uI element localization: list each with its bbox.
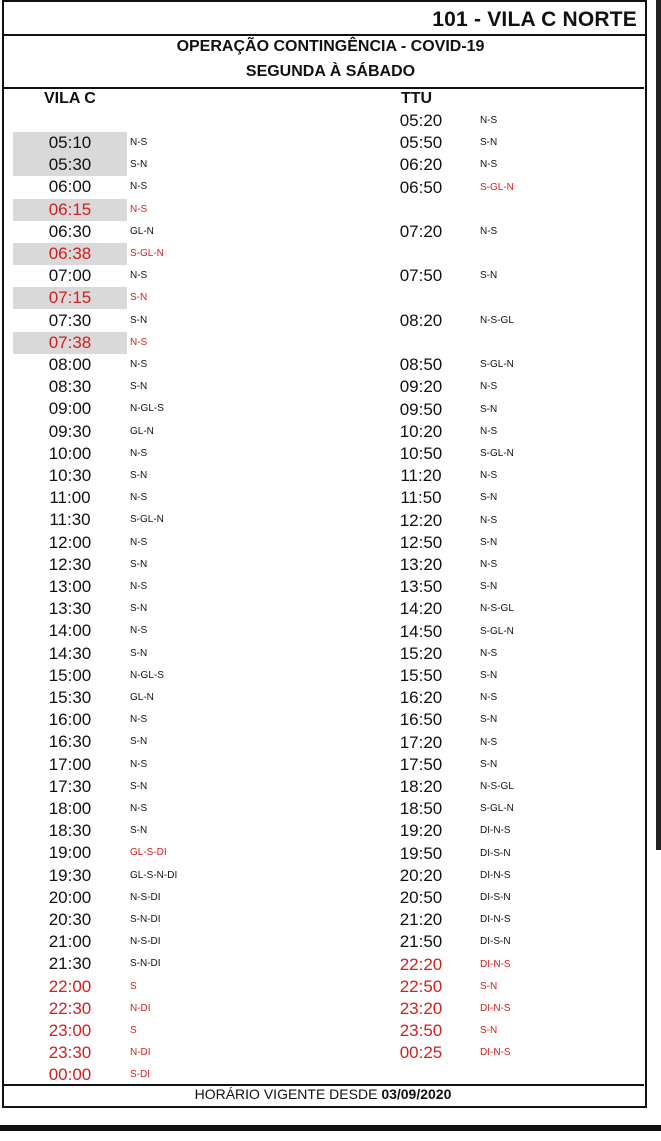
route-variant-code: S-N bbox=[480, 758, 498, 770]
departure-time: 06:15 bbox=[13, 199, 127, 221]
departure-time: 15:20 bbox=[399, 643, 443, 663]
departure-time: 11:20 bbox=[400, 466, 442, 486]
route-variant-code: N-S-DI bbox=[130, 936, 161, 948]
route-variant-code: S-N bbox=[480, 492, 498, 504]
departure-time: 17:50 bbox=[399, 754, 443, 774]
departure-time: 18:00 bbox=[48, 799, 92, 818]
departure-time: 18:30 bbox=[48, 821, 92, 841]
route-variant-code: N-S bbox=[480, 514, 498, 526]
departure-time: 18:50 bbox=[399, 799, 443, 819]
route-variant-code: N-S bbox=[480, 115, 498, 126]
departure-time: 15:00 bbox=[48, 665, 92, 685]
departure-time: 19:50 bbox=[399, 843, 443, 863]
route-variant-code: N-S bbox=[130, 203, 148, 215]
departure-time: 07:00 bbox=[48, 266, 92, 286]
route-variant-code: S-N-DI bbox=[130, 914, 161, 925]
days-subtitle: SEGUNDA À SÁBADO bbox=[245, 63, 416, 80]
departure-time: 13:00 bbox=[48, 577, 92, 596]
route-variant-code: GL-N bbox=[130, 225, 154, 237]
departure-time: 12:50 bbox=[399, 532, 443, 552]
route-variant-code: N-S bbox=[130, 758, 148, 770]
route-variant-code: S-N bbox=[130, 825, 148, 837]
departure-time: 05:50 bbox=[399, 133, 443, 153]
departure-time: 07:30 bbox=[48, 310, 92, 330]
route-variant-code: S-N bbox=[480, 137, 498, 149]
departure-time: 17:00 bbox=[48, 754, 92, 774]
departure-time: 18:20 bbox=[399, 777, 443, 796]
departure-time: 09:00 bbox=[48, 399, 92, 419]
departure-time: 15:30 bbox=[48, 688, 92, 707]
departure-time: 16:30 bbox=[48, 732, 92, 752]
departure-time: 23:00 bbox=[48, 1021, 92, 1040]
route-variant-code: N-S bbox=[130, 270, 148, 282]
departure-time: 06:00 bbox=[48, 177, 92, 197]
departure-time: 21:20 bbox=[399, 910, 443, 930]
departure-time: 19:30 bbox=[48, 865, 92, 885]
departure-time: 05:10 bbox=[13, 132, 127, 154]
header-divider bbox=[2, 87, 644, 89]
departure-time: 17:20 bbox=[399, 732, 443, 752]
route-variant-code: DI-S-N bbox=[480, 847, 511, 859]
route-variant-code: N-S bbox=[130, 536, 148, 548]
departure-time: 06:38 bbox=[13, 243, 127, 265]
route-variant-code: N-S-DI bbox=[130, 891, 161, 903]
route-variant-code: S-N bbox=[480, 980, 498, 992]
bottom-edge bbox=[0, 1125, 661, 1131]
footer-note bbox=[2, 1086, 644, 1102]
route-variant-code: N-GL-S bbox=[130, 403, 164, 415]
route-variant-code: N-S-GL bbox=[480, 603, 514, 615]
route-variant-code: GL-S-DI bbox=[130, 847, 167, 859]
departure-time: 16:50 bbox=[399, 710, 443, 730]
route-variant-code: S-N bbox=[480, 536, 498, 548]
departure-time: 10:20 bbox=[399, 421, 443, 441]
route-variant-code: S-N bbox=[130, 314, 148, 326]
route-variant-code: DI-N-S bbox=[480, 914, 511, 926]
route-variant-code: N-S bbox=[130, 581, 148, 592]
left-column-header: VILA C bbox=[44, 90, 96, 107]
route-variant-code: S-N bbox=[480, 270, 498, 282]
departure-time: 22:20 bbox=[399, 954, 443, 974]
departure-time: 06:50 bbox=[399, 177, 443, 197]
route-variant-code: S-N bbox=[480, 714, 498, 726]
right-column-header: TTU bbox=[401, 90, 433, 107]
departure-time: 11:50 bbox=[400, 488, 442, 508]
departure-time: 19:00 bbox=[48, 843, 92, 863]
departure-time: 20:20 bbox=[399, 865, 443, 885]
departure-time: 14:30 bbox=[48, 643, 92, 663]
departure-time: 14:00 bbox=[48, 621, 92, 641]
route-variant-code: S-N bbox=[480, 670, 498, 681]
route-variant-code: N-S bbox=[130, 137, 148, 148]
departure-time: 14:20 bbox=[399, 599, 443, 619]
departure-time: 09:20 bbox=[399, 377, 443, 397]
departure-time: 06:30 bbox=[48, 221, 92, 241]
route-variant-code: S-GL-N bbox=[480, 181, 514, 193]
route-variant-code: N-S bbox=[130, 492, 148, 504]
departure-time: 23:50 bbox=[399, 1021, 443, 1041]
departure-time: 05:30 bbox=[13, 154, 127, 176]
departure-time: 21:50 bbox=[399, 932, 443, 952]
departure-time: 21:30 bbox=[48, 954, 92, 974]
departure-time: 13:30 bbox=[48, 599, 92, 619]
route-variant-code: N-S bbox=[130, 625, 148, 637]
route-variant-code: DI-N-S bbox=[480, 1047, 511, 1059]
route-variant-code: S-GL-N bbox=[480, 625, 514, 637]
route-title: 101 - VILA C NORTE bbox=[432, 8, 637, 31]
route-variant-code: N-S bbox=[130, 336, 148, 348]
route-variant-code: S-N bbox=[130, 381, 148, 393]
route-variant-code: N-S-GL bbox=[480, 314, 514, 326]
route-variant-code: S-DI bbox=[130, 1069, 150, 1081]
footer-date: 03/09/2020 bbox=[381, 1086, 452, 1102]
route-variant-code: N-S bbox=[480, 159, 498, 171]
departure-time: 22:50 bbox=[399, 976, 443, 996]
departure-time: 10:00 bbox=[48, 443, 92, 463]
route-variant-code: S-GL-N bbox=[130, 514, 164, 526]
route-variant-code: GL-N bbox=[130, 425, 154, 437]
departure-time: 16:20 bbox=[399, 688, 443, 708]
departure-time: 08:30 bbox=[48, 377, 92, 397]
departure-time: 21:00 bbox=[48, 932, 92, 952]
departure-time: 00:00 bbox=[48, 1065, 92, 1085]
departure-time: 06:20 bbox=[399, 155, 443, 175]
departure-time: 13:50 bbox=[399, 577, 443, 597]
route-variant-code: S bbox=[130, 1025, 137, 1036]
route-variant-code: S-GL-N bbox=[480, 359, 514, 371]
departure-time: 16:00 bbox=[48, 710, 92, 730]
route-variant-code: S-N bbox=[130, 647, 148, 659]
route-variant-code: N-S bbox=[480, 647, 498, 659]
departure-time: 10:30 bbox=[48, 466, 92, 485]
departure-time: 00:25 bbox=[399, 1043, 443, 1063]
route-variant-code: S-N bbox=[480, 1025, 498, 1037]
route-variant-code: N-S bbox=[480, 692, 498, 704]
route-variant-code: N-S bbox=[130, 181, 148, 193]
route-variant-code: N-S bbox=[480, 381, 498, 393]
route-variant-code: S-N bbox=[130, 159, 148, 171]
route-variant-code: N-S bbox=[480, 559, 498, 570]
departure-time: 12:20 bbox=[399, 510, 443, 530]
route-variant-code: S-GL-N bbox=[480, 448, 514, 459]
route-variant-code: DI-N-S bbox=[480, 869, 511, 881]
departure-time: 07:50 bbox=[399, 266, 443, 286]
departure-time: 12:30 bbox=[48, 554, 92, 574]
operation-subtitle: OPERAÇÃO CONTINGÊNCIA - COVID-19 bbox=[176, 38, 485, 55]
departure-time: 09:30 bbox=[48, 421, 92, 441]
route-variant-code: S-N-DI bbox=[130, 958, 161, 970]
departure-time: 07:15 bbox=[13, 287, 127, 309]
route-variant-code: N-S bbox=[480, 425, 498, 437]
route-variant-code: S-N bbox=[480, 581, 498, 593]
departure-time: 23:20 bbox=[399, 999, 443, 1018]
departure-time: 08:50 bbox=[399, 355, 443, 375]
route-variant-code: N-S bbox=[480, 736, 498, 748]
departure-time: 10:50 bbox=[399, 444, 443, 463]
departure-time: 07:38 bbox=[13, 332, 127, 354]
departure-time: 11:30 bbox=[49, 510, 91, 530]
route-variant-code: DI-S-N bbox=[480, 936, 511, 948]
route-variant-code: N-S bbox=[480, 470, 498, 482]
departure-time: 23:30 bbox=[48, 1043, 92, 1063]
departure-time: 22:30 bbox=[48, 998, 92, 1018]
route-variant-code: N-GL-S bbox=[130, 669, 164, 681]
route-variant-code: DI-N-S bbox=[480, 1003, 511, 1014]
route-variant-code: N-DI bbox=[130, 1047, 151, 1059]
route-variant-code: S-N bbox=[480, 403, 498, 415]
route-variant-code: N-S bbox=[480, 226, 498, 237]
departure-time: 20:50 bbox=[399, 888, 443, 907]
route-variant-code: S bbox=[130, 980, 137, 992]
route-variant-code: N-S bbox=[130, 714, 148, 726]
route-variant-code: GL-S-N-DI bbox=[130, 869, 178, 881]
departure-time: 19:20 bbox=[399, 821, 443, 841]
route-variant-code: N-DI bbox=[130, 1002, 151, 1014]
footer-label: HORÁRIO VIGENTE DESDE bbox=[194, 1086, 378, 1102]
route-variant-code: DI-N-S bbox=[480, 825, 511, 837]
route-variant-code: N-S bbox=[130, 447, 148, 459]
route-variant-code: DI-S-N bbox=[480, 892, 511, 903]
departure-time: 08:00 bbox=[48, 355, 92, 374]
departure-time: 15:50 bbox=[399, 666, 443, 685]
route-variant-code: S-N bbox=[130, 603, 148, 615]
route-variant-code: S-N bbox=[130, 292, 148, 304]
route-variant-code: S-N bbox=[130, 736, 148, 748]
route-variant-code: S-GL-N bbox=[130, 248, 164, 259]
route-variant-code: S-GL-N bbox=[480, 803, 514, 815]
departure-time: 09:50 bbox=[399, 399, 443, 419]
departure-time: 11:00 bbox=[49, 488, 91, 508]
departure-time: 22:00 bbox=[48, 976, 92, 996]
departure-time: 14:50 bbox=[399, 621, 443, 641]
departure-time: 08:20 bbox=[399, 310, 443, 330]
departure-time: 12:00 bbox=[48, 532, 92, 552]
departure-time: 13:20 bbox=[399, 555, 443, 574]
route-variant-code: S-N bbox=[130, 470, 148, 481]
route-variant-code: N-S bbox=[130, 359, 148, 370]
route-variant-code: S-N bbox=[130, 558, 148, 570]
route-variant-code: S-N bbox=[130, 780, 148, 792]
route-variant-code: N-S bbox=[130, 803, 148, 814]
page-edge-shadow bbox=[656, 0, 661, 850]
departure-time: 20:30 bbox=[48, 910, 92, 929]
departure-time: 17:30 bbox=[48, 776, 92, 796]
route-variant-code: GL-N bbox=[130, 692, 154, 703]
route-variant-code: DI-N-S bbox=[480, 958, 511, 970]
departure-time: 05:20 bbox=[399, 111, 443, 130]
departure-time: 07:20 bbox=[399, 222, 443, 241]
route-variant-code: N-S-GL bbox=[480, 781, 514, 792]
route-header bbox=[2, 6, 647, 36]
departure-time: 20:00 bbox=[48, 887, 92, 907]
